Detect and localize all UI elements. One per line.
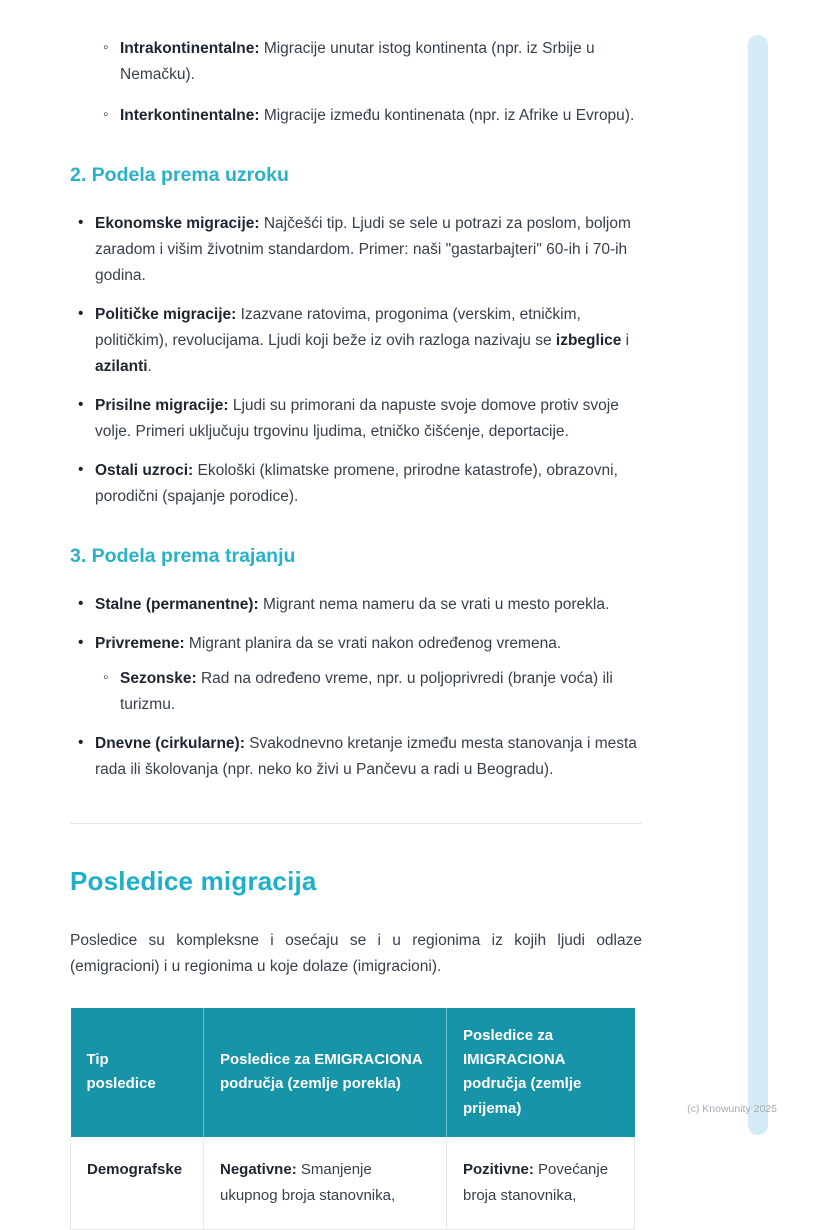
table-header-imigraciona: Posledice za IMIGRACIONA područja (zemlje prijema) <box>447 1008 635 1137</box>
text-segment: Ljudi su primorani da napuste svoje domove protiv svoje volje. Primeri uključuju trgovinu ljudima, etničko čišćenje, deportacije. <box>95 397 619 441</box>
consequences-intro: Posledice su kompleksne i osećaju se i u regionima iz kojih ljudi odlaze (emigracioni) i u regionima u koje dolaze (imigracioni). <box>70 931 642 975</box>
bold-text-segment: Stalne (permanentne): <box>95 595 259 613</box>
bold-text-segment: Ostali uzroci: <box>95 462 194 480</box>
right-accent-stripe <box>748 35 768 1135</box>
text-segment: Ekološki (klimatske promene, prirodne katastrofe), obrazovni, porodični (spajanje porodice). <box>95 462 618 506</box>
trajanje-list <box>70 592 642 783</box>
text-segment: Migracije između kontinenata (npr. iz Afrike u Evropu). <box>259 107 635 125</box>
text-segment: Izazvane ratovima, progonima (verskim, etničkim, političkim), revolucijama. Ljudi koji beže iz ovih razloga nazivaju se <box>95 305 581 349</box>
text-segment: Najčešći tip. Ljudi se sele u potrazi za poslom, boljom zaradom i višim životnim standardom. Primer: naši "gastarbajteri" 60-ih i 70-ih godina. <box>95 214 631 284</box>
text-segment: Rad na određeno vreme, npr. u poljoprivredi (branje voća) ili turizmu. <box>120 669 613 713</box>
bold-text-segment: azilanti <box>95 358 148 375</box>
bold-text-segment: Privremene: <box>95 634 185 652</box>
copyright-note: (c) Knowunity 2025 <box>687 1103 777 1116</box>
section-divider <box>70 823 642 824</box>
privremene-sublist <box>95 666 642 718</box>
list-item-ostali <box>70 458 642 510</box>
cell-emigration <box>204 1137 447 1229</box>
list-item-privremene <box>70 631 642 718</box>
table-header-tip-posledice: Tip posledice <box>71 1008 204 1137</box>
list-item-stalne <box>70 592 642 618</box>
table-header-emigraciona: Posledice za EMIGRACIONA područja (zemlje porekla) <box>204 1008 447 1137</box>
bold-text-segment: Intrakontinentalne: <box>120 40 260 57</box>
section-heading-trajanje: 3. Podela prema trajanju <box>70 545 296 568</box>
bold-text-segment: Demografske <box>87 1161 183 1179</box>
list-item-prisilne <box>70 393 642 445</box>
document-content <box>70 36 642 1230</box>
bold-text-segment: Dnevne (cirkularne): <box>95 735 245 753</box>
bold-text-segment: Negativne: <box>220 1161 297 1179</box>
section-heading-uzrok: 2. Podela prema uzroku <box>70 164 289 187</box>
list-item-ekonomske <box>70 211 642 289</box>
uzrok-list <box>70 211 642 510</box>
text-segment: Smanjenje ukupnog broja stanovnika, <box>220 1161 396 1204</box>
text-segment: Migracije unutar istog kontinenta (npr. iz Srbije u Nemačku). <box>120 40 595 84</box>
bold-text-segment: Pozitivne: <box>463 1161 534 1179</box>
cell-type <box>71 1137 204 1229</box>
list-item-interkontinentalne <box>70 103 642 129</box>
privremene-text <box>95 635 561 652</box>
page-title: Posledice migracija <box>70 866 317 897</box>
list-item-politicke <box>70 302 642 380</box>
list-item-intrakontinentalne <box>70 36 642 88</box>
bold-text-segment: Sezonske: <box>120 669 197 687</box>
bold-text-segment: izbeglice <box>555 331 622 349</box>
table-header-row <box>71 1008 635 1137</box>
text-segment: i <box>621 331 630 349</box>
text-segment: Povećanje broja stanovnika, <box>463 1161 609 1204</box>
continental-migration-sublist <box>70 36 642 129</box>
text-segment: Migrant nema nameru da se vrati u mesto porekla. <box>258 595 610 613</box>
text-segment: . <box>147 358 152 375</box>
bold-text-segment: Ekonomske migracije: <box>95 214 260 232</box>
table-row-demografske <box>71 1137 635 1229</box>
list-item-sezonske <box>95 666 642 718</box>
bold-text-segment: Prisilne migracije: <box>95 397 229 415</box>
cell-immigration <box>447 1137 635 1229</box>
text-segment: Migrant planira da se vrati nakon određenog vremena. <box>184 634 562 652</box>
text-segment: Svakodnevno kretanje između mesta stanovanja i mesta rada ili školovanja (npr. neko ko živi u Pančevu a radi u Beogradu). <box>95 735 637 779</box>
list-item-dnevne <box>70 731 642 783</box>
bold-text-segment: Interkontinentalne: <box>120 107 260 125</box>
consequences-table <box>70 1008 635 1230</box>
bold-text-segment: Političke migracije: <box>95 305 237 323</box>
